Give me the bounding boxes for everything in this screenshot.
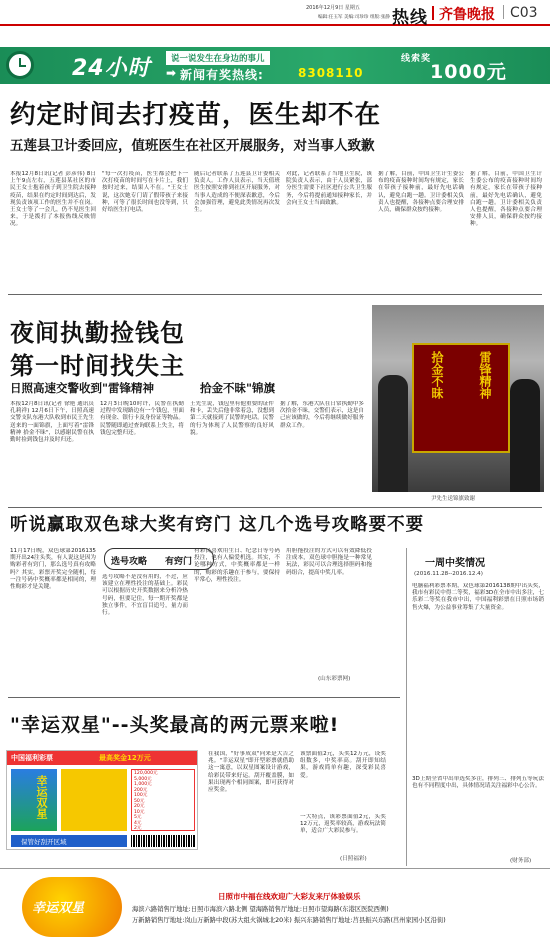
ticket-prize-row: 20元 <box>134 804 145 809</box>
section-title: 热线 <box>392 8 428 28</box>
weekly-body-2: 3D上期全省中出单选奖多注，排列三、排列五等玩法也有不同程度中出，具体情况请关注福彩中心公告。 <box>412 776 544 790</box>
story2-col4: 据了解，东港大队在日常执勤中多次拾金不昧，交警们表示，这是自己应该做的，今后将继续做好服务群众工作。 <box>280 401 364 429</box>
ticket-header <box>7 751 197 765</box>
story4-credit: (日照福彩) <box>340 856 367 862</box>
weekly-title: 一周中奖情况 <box>425 558 485 569</box>
ticket-prize-row: 100元 <box>134 793 148 798</box>
ticket-prize-row: 5,000元 <box>134 776 152 782</box>
story2-photo-caption: 尹先生送锦旗致谢 <box>431 496 476 502</box>
divider-3 <box>8 697 400 698</box>
story2-col3: 王先生说，钱包里有他重要的证件和卡，丢失后他非常着急，没想到第二天就接到了民警的电话。民警的行为体现了人民警察的良好风貌。 <box>190 401 274 436</box>
banner-left-text: 雷锋精神 <box>478 351 492 399</box>
hotline-slogan: 说一说发生在身边的事儿 <box>166 51 270 65</box>
ticket-prize-table <box>131 769 195 831</box>
story1-col3: 随后记者联系了五莲县卫计委相关负责人。工作人员表示，当天值班医生按照安排到社区开展服务，对当事人造成的不便深表歉意，今后会加强管理，避免此类情况再次发生。 <box>194 171 280 214</box>
clock-icon <box>6 51 34 79</box>
hotline-banner <box>0 47 550 84</box>
ticket-art <box>11 769 57 831</box>
hotline-number: 8308110 <box>298 66 364 80</box>
story2-col1: 本报12月8日讯(记者 徐艳 通讯员 孔莉祥) 12月6日下午，日照高速交警支队东港大队收到市民王先生送来的一面锦旗，上面写着"雷锋精神 拾金不昧"，以感谢民警在执勤时捡到钱包并及时归还。 <box>10 401 94 444</box>
story3-col4: 用胆拖投注的方式可以有效降低投注成本，双色球中胆拖是一种常见玩法，彩民可以合理选择胆码和拖码组合，提高中奖几率。 <box>286 548 372 576</box>
footer-logo-text: 幸运双星 <box>32 901 85 916</box>
person-1 <box>378 375 408 492</box>
banner-right-text: 拾金不昧 <box>430 351 444 399</box>
footer-line2: 海滨六路销售厅地址:日照市海滨六路北侧 望海路销售厅地址:日照市望海路(东港区医院西侧) <box>132 906 389 913</box>
paper-logo: 齐鲁晚报 <box>439 7 495 23</box>
ticket-barcode <box>131 835 195 847</box>
masthead-divider <box>432 6 434 20</box>
silk-banner <box>412 343 510 453</box>
story1-col2: "每一次打疫苗，医生都会把下一次打疫苗的时间写在卡片上，我们按时过来，结果人不在。"王女士说，这次她专门请了假带孩子来接种，可等了很长时间也没等到，只好给医生打电话。 <box>102 171 188 214</box>
story4-headline: "幸运双星"--头奖最高的两元票来啦! <box>10 714 340 736</box>
story2-photo <box>372 305 544 492</box>
person-2 <box>510 379 540 492</box>
story4-col1: 在我国，"好事成双"向来是大吉之兆。"幸运双星"即开型彩票就借助这一寓意，以双星图案设计游戏，给彩民带来好运。刮开覆盖膜，如果出现两个相同图案，即可获得对应奖金。 <box>208 751 294 794</box>
story3-headline: 听说赢取双色球大奖有窍门 这几个选号攻略要不要 <box>10 515 425 535</box>
page-number: C03 <box>510 5 538 21</box>
footer-line1: 日照市中福在线欢迎广大彩友来厅体验娱乐 <box>218 892 361 901</box>
story3-col3: 有彩民喜欢用生日、纪念日等号码投注，也有人偏爱机选。其实，不论哪种方式，中奖概率都是一样的，购彩的乐趣在于参与，要保持平常心，理性投注。 <box>194 548 280 583</box>
ticket-scratch-area <box>61 769 127 831</box>
masthead-divider-2 <box>503 5 504 19</box>
ticket-prize-row: 1,000元 <box>134 782 152 787</box>
reward-label: 线索奖 <box>401 54 432 64</box>
ticket-prize-row: 10元 <box>134 809 145 815</box>
ticket-footer <box>11 835 127 847</box>
story3-credit: (山东彩票网) <box>318 676 351 682</box>
divider-2 <box>8 507 542 508</box>
weekly-body: 电脑福利彩票本期，双色球第2016138期中出头奖，我市有彩民中得二等奖，福彩3D在全市中出多注，七乐彩二等奖在我市中出，中国福利彩票在日照市场销售火爆，为公益事业筹集了大量资金。 <box>412 583 544 611</box>
masthead <box>0 0 550 26</box>
strategy-badge-b: 有窍门 <box>165 557 193 567</box>
lottery-ticket <box>6 750 198 850</box>
story2-subhead-a: 日照高速交警收到"雷锋精神 <box>10 381 154 395</box>
ticket-prize-row: 50元 <box>134 798 145 804</box>
story4-col3: 一大特点，该彩票面值2元，头奖12万元，返奖率较高，游戏玩法简单，适合广大彩民参与。 <box>300 814 386 835</box>
story2-col2: 12月3日晚10时许，民警在执勤过程中发现路边有一个钱包，里面有现金、银行卡及身份证等物品。民警随即通过查询联系上失主，将钱包完整归还。 <box>100 401 184 436</box>
story3-col1: 11月17日晚，双色球第2016135期开出24注头奖，有人说这是因为购彩者有窍门，那么选号真有攻略吗？其实，彩票开奖完全随机，每一注号码中奖概率都是相同的，理性购彩才是关键。 <box>10 548 96 591</box>
ticket-prize-row: 5元 <box>134 815 142 820</box>
ticket-prize-row: 4元 <box>134 820 142 826</box>
story4-col2: 该票面值2元，头奖12万元，设奖组数多，中奖率高。刮开即知结果，游戏简单有趣，深受彩民喜爱。 <box>300 751 386 779</box>
reward-amount: 1000元 <box>430 61 507 83</box>
story3-col2: 选号攻略不是没有用的，不过，应该建立在理性投注的基础上。彩民可以根据历史开奖数据来分析冷热号码，但要记住，每一期开奖都是独立事件，不宜盲目追号，量力而行。 <box>102 574 188 617</box>
ticket-prize-row: 200元 <box>134 787 148 793</box>
story2-headline-line2: 第一时间找失主 <box>10 352 185 380</box>
story1-col1: 本报12月8日讯(记者 彭彦伟) 8日上午9点左右，五莲县某社区的市民王女士抱着孩子到卫生院去接种疫苗，结果在约定时间到达后，发现负责该项工作的医生并不在岗。王女士等了一会儿，仍不见医生回来，于是拨打了本报热线反映情况。 <box>10 171 96 228</box>
ticket-prize-row: 2元 <box>134 826 142 831</box>
story1-col5: 据了解，目前，中国卫生计生委公布的疫苗接种时间均有规定，家长在带孩子接种前，最好先电话确认，避免白跑一趟。卫计委相关负责人也提醒，各接种点要合理安排人员，确保群众按约接种。 <box>378 171 464 214</box>
footer-logo <box>22 877 122 937</box>
ticket-prize-row: 120,000元 <box>134 771 158 776</box>
issue-date: 2016年12月9日 星期五 <box>306 5 360 11</box>
story1-subhead: 五莲县卫计委回应，值班医生在社区开展服务，对当事人致歉 <box>10 138 375 154</box>
hotline-hours: 24小时 <box>72 56 151 81</box>
footer-ad <box>0 868 550 944</box>
weekly-range: (2016.11.28--2016.12.4) <box>414 571 483 577</box>
ticket-top-prize: 最高奖金12万元 <box>99 754 151 762</box>
hotline-prefix: 新闻有奖热线: <box>180 68 264 82</box>
footer-line3: 万新路销售厅地址:岚山万新路中段(苏大组火锅城北20米) 振兴东路销售厅地址:莒县振兴东路(莒州家园小区沿街) <box>132 917 446 924</box>
story2-subhead-b: 拾金不昧"锦旗 <box>200 381 275 395</box>
ticket-name: 幸运双星 <box>35 775 48 819</box>
strategy-badge-a: 选号攻略 <box>111 557 148 567</box>
story1-headline: 约定时间去打疫苗，医生却不在 <box>10 100 382 130</box>
weekly-credit: (财务部) <box>510 858 532 864</box>
editors-line: 编辑:任玉军 美编:司珍珍 组版:张静 <box>318 15 390 20</box>
story2-headline-line1: 夜间执勤捡钱包 <box>10 319 185 347</box>
divider-1 <box>8 294 542 295</box>
story1-col4: 对此，记者联系了当地卫生院，该院负责人表示，由于人员紧张，部分医生需要下社区进行公共卫生服务，今后将提前通知接种家长，并会向王女士当面致歉。 <box>286 171 372 206</box>
ticket-brand: 中国福利彩票 <box>11 754 53 762</box>
ticket-footer-text: 保管好刮开区域 <box>21 838 67 846</box>
sidebar-divider <box>406 548 407 866</box>
phone-icon: ➡ <box>166 66 177 80</box>
story1-col6: 据了解，目前，中国卫生计生委公布的疫苗接种时间均有规定，家长在带孩子接种前，最好先电话确认，避免白跑一趟。卫计委相关负责人也提醒，各接种点要合理安排人员，确保群众按约接种。 <box>470 171 542 228</box>
